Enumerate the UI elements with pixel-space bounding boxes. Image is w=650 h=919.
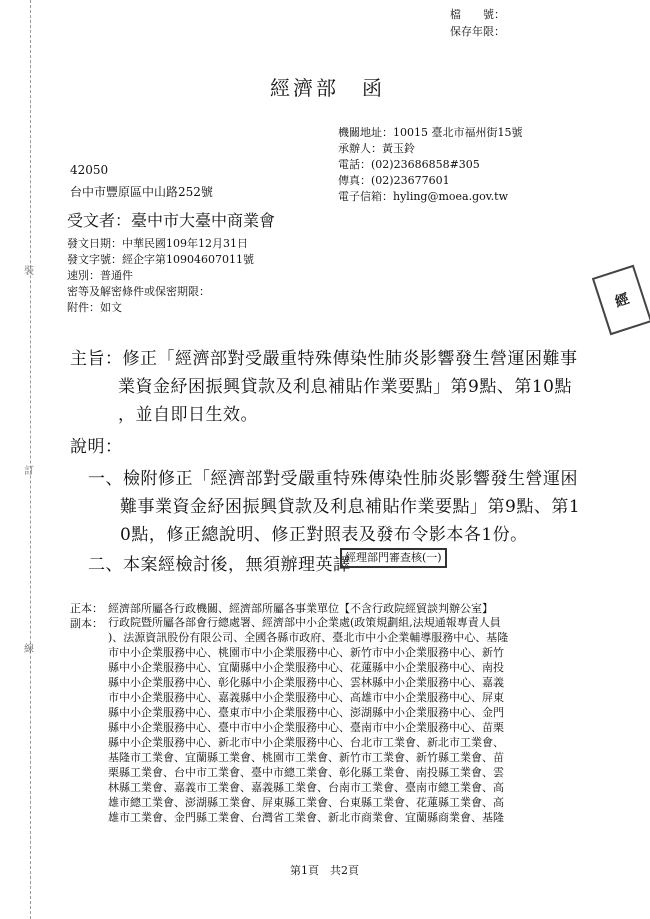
binding-mark-middle: 訂 [24,466,34,477]
issue-date: 發文日期：中華民國109年12月31日 [67,237,248,250]
copy-line: 市中小企業服務中心、桃園市中小企業服務中心、新竹市中小企業服務中心、新竹 [108,646,504,659]
retention-period-label: 保存年限： [450,25,505,38]
fax-number: 傳真：(02)23677601 [338,174,450,187]
security-level: 密等及解密條件或保密期限： [67,285,210,298]
explanation-item-2: 二、本案經檢討後，無須辦理英譯 [88,555,351,575]
copy-recipient-label: 副本： [70,617,103,630]
copy-line: 栗縣工業會、台中市工業會、臺中市總工業會、彰化縣工業會、南投縣工業會、雲 [108,766,504,779]
copy-line: 縣中小企業服務中心、彰化縣中小企業服務中心、雲林縣中小企業服務中心、嘉義 [108,676,504,689]
delivery-speed: 速別：普通件 [67,269,133,282]
binding-mark-top: 裝 [24,266,34,277]
review-stamp: 經理部門審查核(一) [340,548,447,568]
page-number: 第1頁 共2頁 [290,864,359,877]
copy-line: 行政院暨所屬各部會行總處署、經濟部中小企業處(政策規劃組,法規通報專責人員 [108,616,501,629]
postal-code: 42050 [70,163,109,177]
attachment: 附件：如文 [67,301,122,314]
subject-line-2: 業資金紓困振興貸款及利息補貼作業要點」第9點、第10點 [118,377,572,397]
document-number: 發文字號：經企字第10904607011號 [67,253,254,266]
side-seal: 經 [592,265,650,336]
binding-line [30,0,31,919]
copy-line: 林縣工業會、嘉義市工業會、嘉義縣工業會、台南市工業會、臺南市總工業會、高 [108,781,504,794]
phone-number: 電話：(02)23686858#305 [338,158,480,171]
copy-line: 基隆市工業會、宜蘭縣工業會、桃園市工業會、新竹市工業會、新竹縣工業會、苗 [108,751,504,764]
subject-line-1: 主旨：修正「經濟部對受嚴重特殊傳染性肺炎影響發生營運困難事 [70,349,578,369]
copy-line: 縣中小企業服務中心、宜蘭縣中小企業服務中心、花蓮縣中小企業服務中心、南投 [108,661,504,674]
explanation-heading: 說明： [70,437,123,457]
copy-line: 雄市總工業會、澎湖縣工業會、屏東縣工業會、台東縣工業會、花蓮縣工業會、高 [108,796,504,809]
copy-line: 縣中小企業服務中心、臺東市中小企業服務中心、澎湖縣中小企業服務中心、金門 [108,706,504,719]
main-recipient-text: 經濟部所屬各行政機關、經濟部所屬各事業單位【不含行政院經貿談判辦公室】 [108,602,493,615]
recipient-address: 台中市豐原區中山路252號 [70,185,213,199]
explanation-item-1-line-2: 難事業資金紓困振興貸款及利息補貼作業要點」第9點、第1 [120,497,581,517]
copy-line: 縣中小企業服務中心、臺中市中小企業服務中心、臺南市中小企業服務中心、苗栗 [108,721,504,734]
contact-person: 承辦人：黃玉鈴 [338,142,415,155]
main-recipient-label: 正本： [70,602,103,615]
subject-line-3: ，並自即日生效。 [118,405,258,425]
binding-mark-bottom: 線 [24,644,34,655]
copy-line: 縣中小企業服務中心、新北市中小企業服務中心、台北市工業會、新北市工業會、 [108,736,504,749]
copy-line: 市中小企業服務中心、嘉義縣中小企業服務中心、高雄市中小企業服務中心、屏東 [108,691,504,704]
archive-number-label: 檔 號： [450,8,505,21]
document-title: 經濟部 函 [270,76,385,100]
email-address: 電子信箱：hyling@moea.gov.tw [338,190,508,203]
agency-address: 機關地址：10015 臺北市福州街15號 [338,126,523,139]
recipient: 受文者：臺中市大臺中商業會 [67,211,276,230]
copy-line: )、法源資訊股份有限公司、全國各縣市政府、臺北市中小企業輔導服務中心、基隆 [108,631,509,644]
explanation-item-1-line-3: 0點，修正總說明、修正對照表及發布令影本各1份。 [120,525,528,545]
copy-line: 雄市工業會、金門縣工業會、台灣省工業會、新北市商業會、宜蘭縣商業會、基隆 [108,811,504,824]
explanation-item-1-line-1: 一、檢附修正「經濟部對受嚴重特殊傳染性肺炎影響發生營運困 [88,469,578,489]
